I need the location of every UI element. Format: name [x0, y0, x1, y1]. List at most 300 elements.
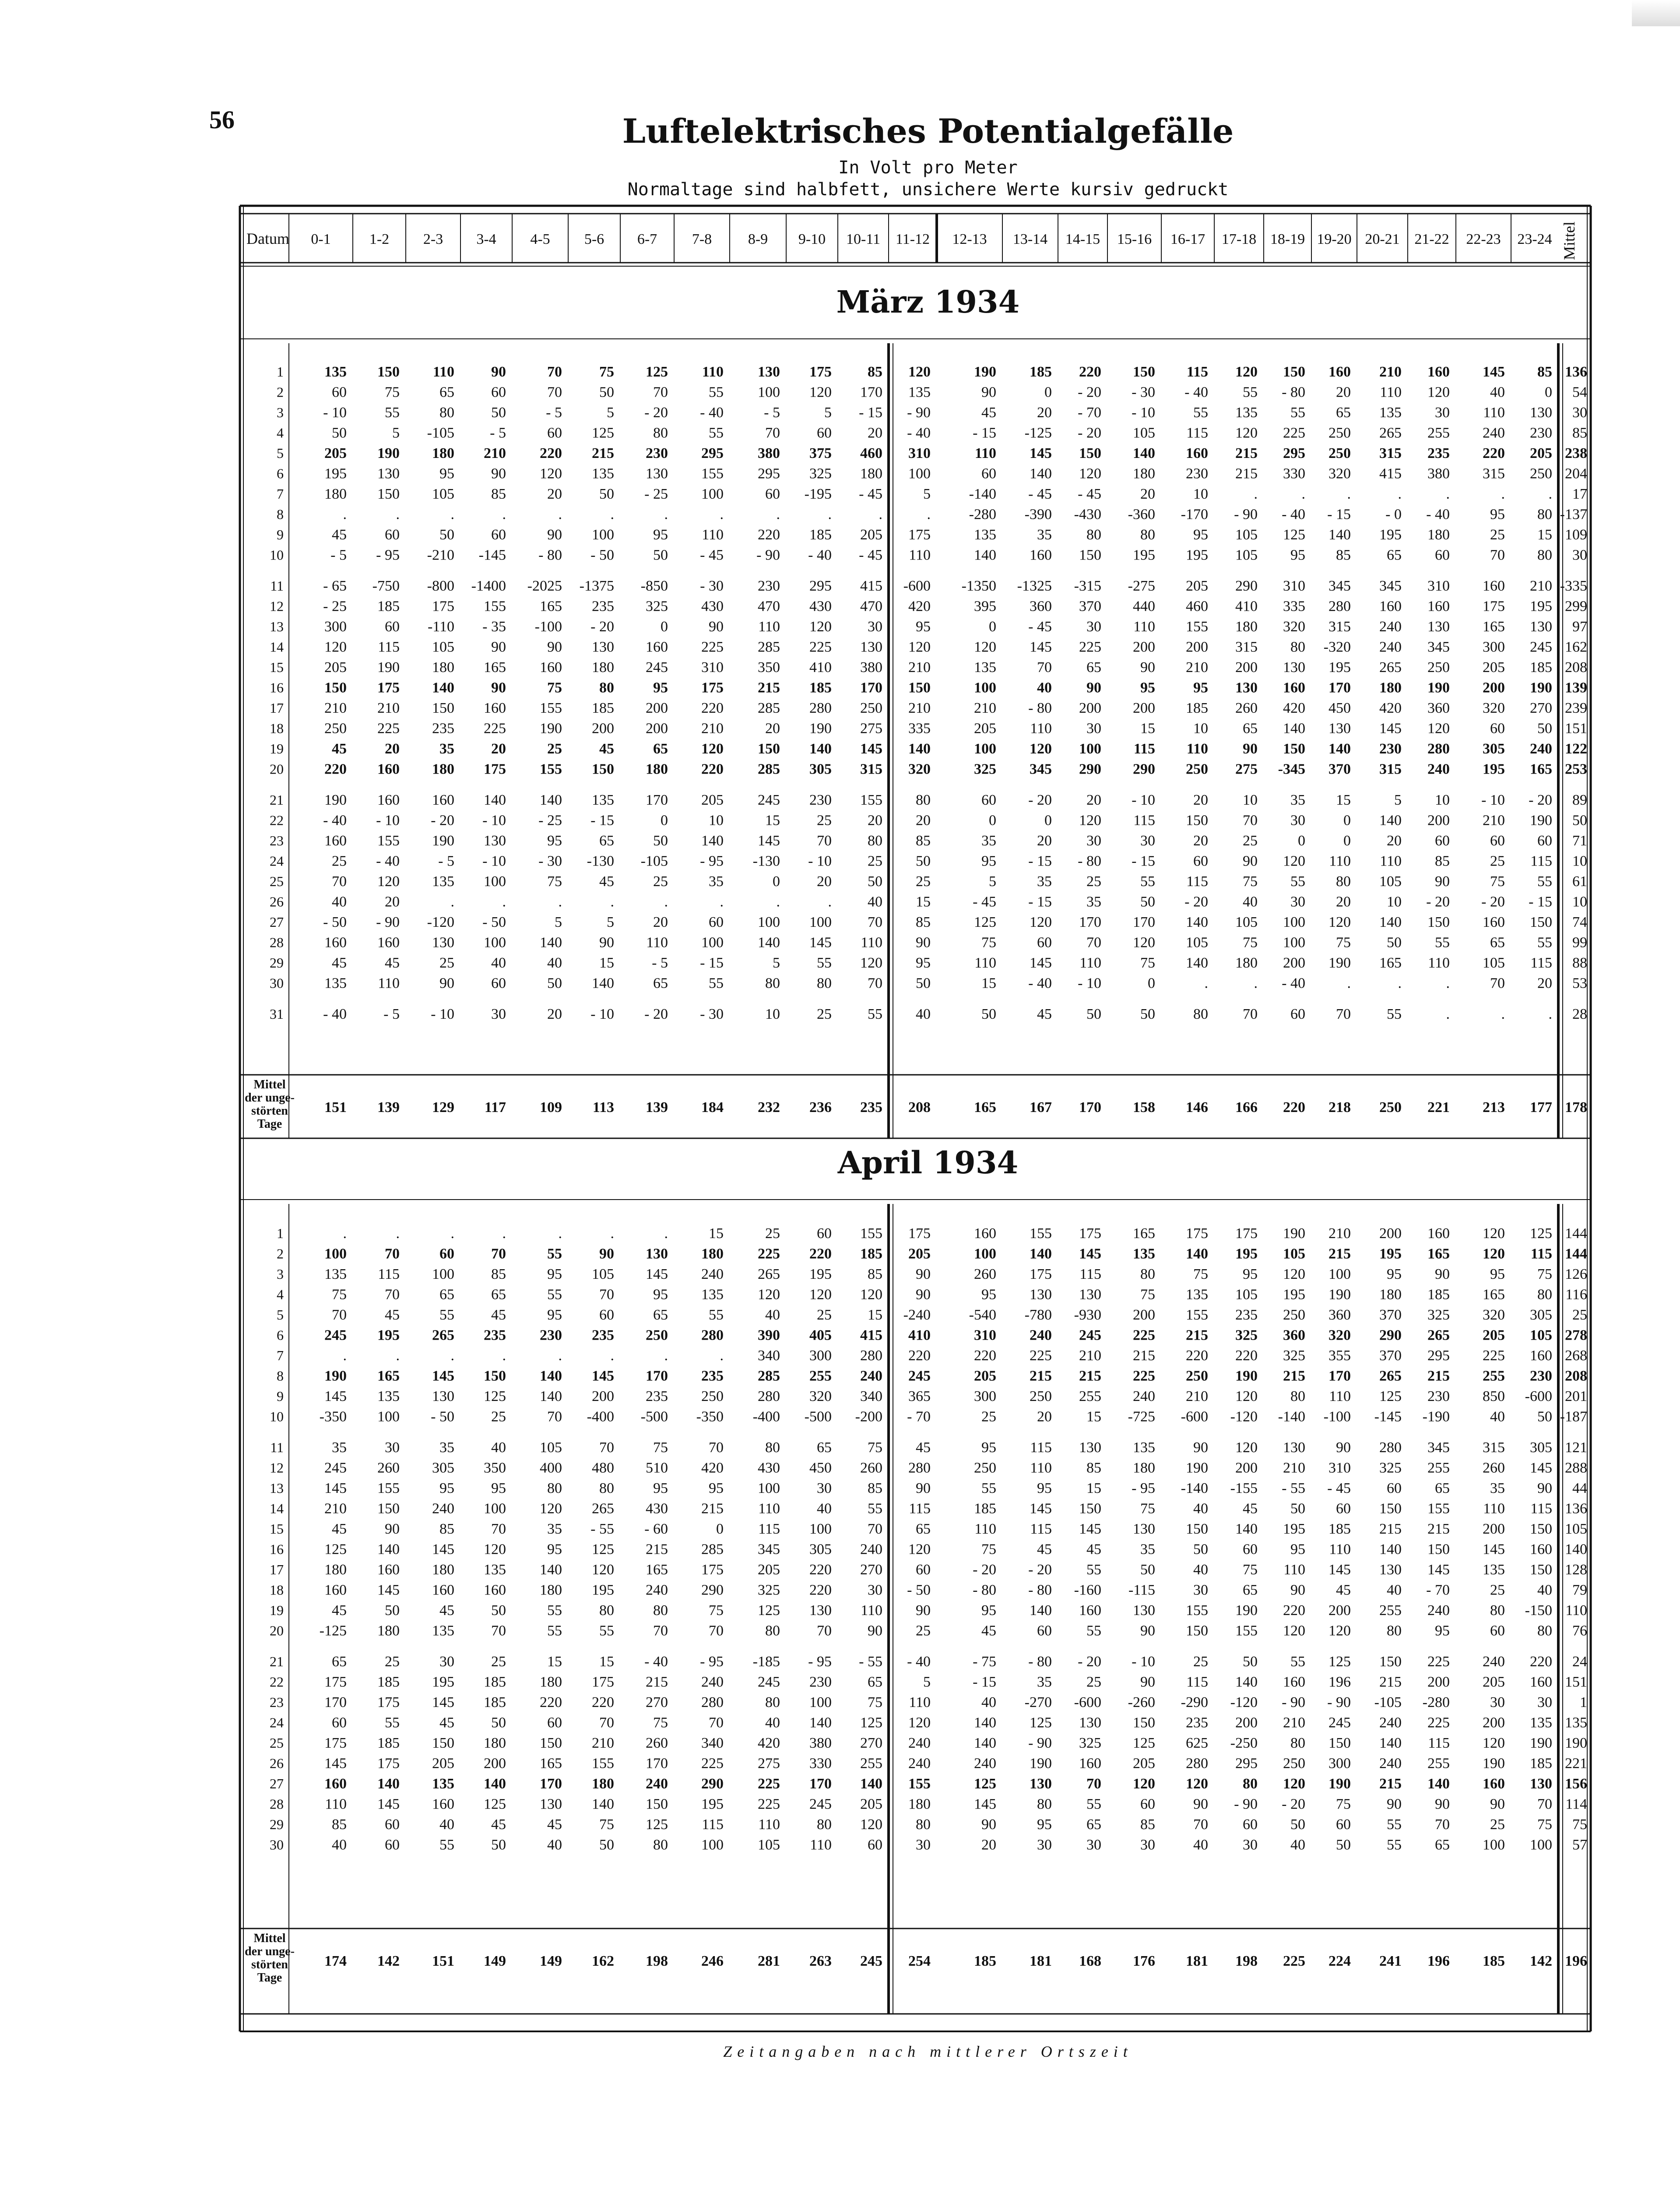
- table-cell: 55: [1290, 1654, 1305, 1670]
- table-cell: 40: [765, 1307, 780, 1323]
- table-cell: 410: [908, 1327, 931, 1344]
- table-cell: 75: [1336, 934, 1351, 951]
- table-cell: 190: [1329, 1776, 1351, 1792]
- table-cell: 180: [432, 659, 454, 676]
- table-cell: -275: [1128, 578, 1155, 594]
- table-cell: 25: [981, 1408, 996, 1425]
- table-cell: 450: [809, 1460, 832, 1476]
- table-cell: 325: [1427, 1307, 1450, 1323]
- table-cell: 75: [547, 873, 562, 890]
- table-cell: 190: [1235, 1602, 1258, 1619]
- mean-cell: 162: [592, 1953, 614, 1969]
- table-cell: 85: [439, 1521, 454, 1537]
- table-cell: - 20: [431, 812, 454, 829]
- row-date: 29: [270, 1816, 284, 1832]
- table-cell: 480: [592, 1460, 614, 1476]
- table-cell: 125: [592, 425, 614, 441]
- table-cell: 240: [1379, 1755, 1402, 1772]
- table-cell: 20: [1037, 1408, 1052, 1425]
- table-cell: 320: [908, 761, 931, 778]
- header-hour: 9-10: [798, 231, 826, 247]
- table-cell: 95: [916, 955, 931, 971]
- table-cell: 99: [1572, 934, 1587, 951]
- table-cell: 60: [385, 1837, 400, 1853]
- table-cell: - 25: [538, 812, 562, 829]
- table-cell: 100: [592, 527, 614, 543]
- table-cell: 225: [809, 639, 832, 655]
- table-cell: 60: [332, 384, 347, 401]
- table-cell: 225: [1427, 1714, 1450, 1731]
- table-cell: - 40: [1282, 506, 1305, 523]
- row-date: 5: [277, 1307, 284, 1323]
- table-cell: 150: [1329, 1735, 1351, 1751]
- table-cell: 135: [432, 873, 454, 890]
- table-cell: .: [664, 894, 668, 910]
- table-cell: 75: [547, 679, 562, 696]
- table-cell: - 50: [323, 914, 347, 930]
- table-cell: 110: [325, 1796, 347, 1812]
- table-cell: 240: [701, 1266, 724, 1282]
- table-cell: 35: [1290, 792, 1305, 808]
- table-cell: 850: [1483, 1388, 1505, 1404]
- table-cell: 60: [491, 975, 506, 992]
- table-cell: 200: [646, 720, 668, 737]
- table-cell: 185: [809, 679, 832, 696]
- header-hour: 8-9: [748, 231, 768, 247]
- table-cell: 145: [324, 1388, 347, 1404]
- table-cell: 215: [1235, 445, 1258, 461]
- table-cell: 65: [439, 384, 454, 401]
- table-cell: 155: [1186, 1307, 1208, 1323]
- table-cell: 70: [868, 914, 882, 930]
- table-cell: 238: [1565, 445, 1587, 461]
- table-cell: 160: [324, 934, 347, 951]
- table-cell: -930: [1074, 1307, 1101, 1323]
- table-cell: 25: [817, 1307, 832, 1323]
- table-cell: 65: [439, 1286, 454, 1303]
- table-cell: 110: [758, 1500, 780, 1517]
- table-cell: 195: [592, 1582, 614, 1598]
- table-cell: 120: [540, 1500, 562, 1517]
- table-cell: - 75: [973, 1654, 996, 1670]
- table-cell: 145: [758, 833, 780, 849]
- table-cell: 160: [432, 1796, 454, 1812]
- table-cell: 180: [1379, 1286, 1402, 1303]
- table-cell: 55: [1086, 1622, 1101, 1639]
- mean-label: Mittel: [253, 1932, 286, 1945]
- table-cell: 255: [1427, 425, 1450, 441]
- table-cell: 90: [1490, 1796, 1505, 1812]
- table-cell: -145: [1374, 1408, 1402, 1425]
- table-cell: 45: [385, 1307, 400, 1323]
- mean-cell: 254: [908, 1953, 931, 1969]
- table-cell: 345: [1379, 578, 1402, 594]
- table-cell: 155: [860, 1225, 882, 1242]
- table-cell: 25: [653, 873, 668, 890]
- table-cell: 45: [385, 955, 400, 971]
- table-cell: 60: [868, 1837, 882, 1853]
- row-date: 3: [277, 405, 284, 420]
- table-cell: 60: [385, 1816, 400, 1833]
- table-cell: 80: [599, 679, 614, 696]
- table-cell: 0: [989, 812, 996, 829]
- table-cell: 85: [916, 914, 931, 930]
- table-cell: 145: [1030, 955, 1052, 971]
- mean-cell: 220: [1283, 1099, 1305, 1116]
- table-cell: - 40: [907, 425, 931, 441]
- table-cell: 65: [653, 741, 668, 757]
- table-cell: 40: [1193, 1837, 1208, 1853]
- table-cell: .: [1501, 486, 1505, 502]
- table-cell: 95: [916, 619, 931, 635]
- table-cell: 55: [385, 405, 400, 421]
- mean-cell: 213: [1483, 1099, 1505, 1116]
- table-cell: 55: [439, 1307, 454, 1323]
- table-cell: 270: [646, 1694, 668, 1710]
- table-cell: 120: [1030, 914, 1052, 930]
- table-cell: 80: [765, 975, 780, 992]
- table-cell: 290: [701, 1776, 724, 1792]
- table-cell: 55: [1243, 384, 1258, 401]
- row-date: 18: [270, 1582, 284, 1598]
- table-cell: 75: [1243, 873, 1258, 890]
- table-cell: 60: [1037, 1622, 1052, 1639]
- table-cell: 320: [1483, 700, 1505, 716]
- table-cell: 25: [1490, 527, 1505, 543]
- table-cell: 25: [916, 873, 931, 890]
- table-cell: 110: [758, 619, 780, 635]
- table-cell: - 80: [1028, 1582, 1052, 1598]
- table-cell: 180: [432, 1562, 454, 1578]
- table-cell: 155: [908, 1776, 931, 1792]
- table-cell: 120: [1483, 1246, 1505, 1262]
- table-cell: 140: [377, 1541, 400, 1558]
- table-cell: 53: [1572, 975, 1587, 992]
- table-cell: 140: [1379, 914, 1402, 930]
- table-cell: 55: [868, 1006, 882, 1022]
- mean-cell: 225: [1283, 1953, 1305, 1969]
- table-cell: - 5: [490, 425, 506, 441]
- table-cell: 235: [1186, 1714, 1208, 1731]
- table-cell: - 90: [376, 914, 400, 930]
- table-cell: 220: [1283, 1602, 1305, 1619]
- table-cell: 250: [646, 1327, 668, 1344]
- table-cell: 120: [484, 1541, 506, 1558]
- table-cell: 165: [540, 598, 562, 615]
- table-cell: 265: [1379, 425, 1402, 441]
- table-cell: 130: [432, 1388, 454, 1404]
- table-cell: 70: [1243, 1006, 1258, 1022]
- table-cell: -105: [1374, 1694, 1402, 1710]
- table-cell: 25: [1086, 873, 1101, 890]
- table-cell: 0: [1044, 384, 1052, 401]
- table-cell: 105: [1565, 1521, 1587, 1537]
- table-cell: -1375: [579, 578, 614, 594]
- table-cell: 110: [974, 955, 996, 971]
- table-cell: 40: [547, 1837, 562, 1853]
- table-cell: 25: [1572, 1307, 1587, 1323]
- table-cell: 50: [385, 1602, 400, 1619]
- table-cell: - 10: [1132, 792, 1155, 808]
- table-cell: 60: [1490, 1622, 1505, 1639]
- table-cell: 100: [1283, 914, 1305, 930]
- page-footer: Zeitangaben nach mittlerer Ortszeit: [723, 2043, 1133, 2060]
- table-cell: - 40: [323, 1006, 347, 1022]
- table-cell: 225: [1133, 1327, 1155, 1344]
- table-cell: 65: [868, 1674, 882, 1690]
- table-cell: 70: [599, 1714, 614, 1731]
- row-date: 23: [270, 833, 284, 848]
- table-cell: 165: [1379, 955, 1402, 971]
- table-cell: 240: [1379, 639, 1402, 655]
- table-cell: 310: [701, 659, 724, 676]
- table-cell: 60: [1290, 1006, 1305, 1022]
- row-date: 11: [270, 578, 284, 594]
- table-cell: 88: [1572, 955, 1587, 971]
- table-cell: 195: [1235, 1246, 1258, 1262]
- table-cell: 340: [758, 1348, 780, 1364]
- table-cell: 220: [908, 1348, 931, 1364]
- table-cell: 150: [1133, 1714, 1155, 1731]
- table-cell: 400: [540, 1460, 562, 1476]
- table-cell: 240: [908, 1735, 931, 1751]
- table-cell: 150: [908, 679, 931, 696]
- table-cell: .: [1548, 1006, 1552, 1022]
- table-cell: 40: [1490, 1408, 1505, 1425]
- table-cell: 25: [868, 853, 882, 869]
- table-cell: 120: [1329, 1622, 1351, 1639]
- table-cell: 95: [709, 1480, 724, 1496]
- table-cell: 60: [1336, 1500, 1351, 1517]
- table-cell: 160: [484, 1582, 506, 1598]
- table-cell: 50: [1290, 1500, 1305, 1517]
- table-cell: 80: [1537, 547, 1552, 563]
- table-cell: 245: [1530, 639, 1552, 655]
- table-cell: 60: [817, 425, 832, 441]
- table-cell: 120: [1283, 1266, 1305, 1282]
- table-cell: 208: [1565, 1368, 1587, 1384]
- table-cell: 320: [1483, 1307, 1505, 1323]
- table-cell: 110: [702, 364, 724, 380]
- table-cell: 160: [540, 659, 562, 676]
- table-cell: 120: [1235, 1388, 1258, 1404]
- table-cell: 130: [809, 1602, 832, 1619]
- table-cell: 0: [661, 619, 668, 635]
- table-cell: 130: [1530, 619, 1552, 635]
- mean-cell: 245: [860, 1953, 882, 1969]
- table-cell: 115: [1186, 1674, 1208, 1690]
- table-cell: 30: [1572, 547, 1587, 563]
- table-cell: 65: [599, 833, 614, 849]
- table-cell: 320: [809, 1388, 832, 1404]
- table-cell: - 10: [323, 405, 347, 421]
- table-cell: 365: [908, 1388, 931, 1404]
- table-cell: 160: [1283, 1674, 1305, 1690]
- table-cell: .: [450, 506, 454, 523]
- table-cell: 245: [646, 659, 668, 676]
- table-cell: 150: [1283, 741, 1305, 757]
- table-cell: 140: [1186, 914, 1208, 930]
- table-cell: 80: [765, 1622, 780, 1639]
- table-cell: 180: [324, 1562, 347, 1578]
- table-cell: 165: [1483, 1286, 1505, 1303]
- table-cell: 200: [1483, 679, 1505, 696]
- table-cell: 255: [1427, 1460, 1450, 1476]
- table-cell: 145: [1030, 1500, 1052, 1517]
- table-cell: 110: [1329, 853, 1351, 869]
- table-cell: 155: [1427, 1500, 1450, 1517]
- table-cell: 30: [1290, 894, 1305, 910]
- table-cell: 90: [547, 639, 562, 655]
- table-cell: - 15: [859, 405, 882, 421]
- table-cell: 135: [432, 1776, 454, 1792]
- table-cell: 95: [1490, 1266, 1505, 1282]
- table-cell: 210: [1186, 659, 1208, 676]
- table-cell: -130: [587, 853, 614, 869]
- table-cell: 175: [1483, 598, 1505, 615]
- table-cell: 140: [1186, 955, 1208, 971]
- table-cell: 130: [377, 465, 400, 482]
- table-cell: 120: [860, 1286, 882, 1303]
- table-cell: 220: [701, 761, 724, 778]
- row-date: 13: [270, 619, 284, 634]
- table-cell: 70: [1243, 812, 1258, 829]
- table-cell: 130: [646, 1246, 668, 1262]
- table-cell: 85: [1140, 1816, 1155, 1833]
- table-cell: 120: [1235, 425, 1258, 441]
- table-cell: 50: [599, 486, 614, 502]
- table-cell: 85: [1537, 364, 1552, 380]
- table-cell: 145: [974, 1796, 996, 1812]
- table-cell: -750: [372, 578, 400, 594]
- table-cell: 240: [646, 1776, 668, 1792]
- table-cell: 265: [592, 1500, 614, 1517]
- table-cell: 240: [701, 1674, 724, 1690]
- table-cell: 50: [1140, 1562, 1155, 1578]
- table-cell: 35: [332, 1439, 347, 1456]
- table-cell: 120: [908, 364, 931, 380]
- table-cell: 260: [860, 1460, 882, 1476]
- table-cell: 10: [1193, 486, 1208, 502]
- table-cell: 215: [646, 1541, 668, 1558]
- table-cell: 315: [1483, 465, 1505, 482]
- table-cell: 45: [1243, 1500, 1258, 1517]
- table-cell: 17: [1572, 486, 1587, 502]
- table-cell: 151: [1565, 1674, 1587, 1690]
- table-cell: 140: [1186, 1246, 1208, 1262]
- table-cell: 375: [809, 445, 832, 461]
- table-cell: - 20: [1184, 894, 1208, 910]
- table-cell: .: [1254, 486, 1258, 502]
- table-cell: .: [450, 894, 454, 910]
- table-cell: 160: [1030, 547, 1052, 563]
- table-cell: - 5: [330, 547, 347, 563]
- table-cell: .: [776, 894, 780, 910]
- table-cell: 90: [385, 1521, 400, 1537]
- table-cell: 121: [1565, 1439, 1587, 1456]
- table-cell: 130: [1079, 1286, 1101, 1303]
- table-cell: 155: [592, 1755, 614, 1772]
- table-cell: 315: [860, 761, 882, 778]
- table-cell: 70: [332, 1307, 347, 1323]
- table-cell: 75: [1336, 1796, 1351, 1812]
- row-date: 4: [277, 425, 284, 441]
- table-cell: - 90: [1234, 1796, 1258, 1812]
- table-cell: 253: [1565, 761, 1587, 778]
- table-cell: 25: [1490, 1816, 1505, 1833]
- table-cell: 140: [1565, 1541, 1587, 1558]
- table-cell: 70: [817, 1622, 832, 1639]
- table-cell: 170: [860, 384, 882, 401]
- table-cell: 80: [1290, 639, 1305, 655]
- table-cell: 45: [547, 1816, 562, 1833]
- table-cell: - 90: [1327, 1694, 1351, 1710]
- table-cell: 95: [981, 1286, 996, 1303]
- table-cell: 170: [1079, 914, 1101, 930]
- table-cell: 115: [909, 1500, 931, 1517]
- table-cell: 75: [868, 1439, 882, 1456]
- header-hour: 10-11: [846, 231, 881, 247]
- table-cell: 105: [1235, 547, 1258, 563]
- table-cell: 155: [860, 792, 882, 808]
- table-cell: 300: [1329, 1755, 1351, 1772]
- table-cell: - 5: [764, 405, 780, 421]
- table-cell: 90: [981, 1816, 996, 1833]
- table-cell: 100: [974, 1246, 996, 1262]
- table-cell: - 15: [1028, 894, 1052, 910]
- table-cell: 220: [1186, 1348, 1208, 1364]
- mean-cell: 139: [377, 1099, 400, 1116]
- table-cell: 90: [1243, 853, 1258, 869]
- mean-cell: 168: [1079, 1953, 1101, 1969]
- table-cell: 195: [377, 1327, 400, 1344]
- table-cell: 30: [1490, 1694, 1505, 1710]
- table-cell: 250: [1186, 761, 1208, 778]
- row-date: 4: [277, 1286, 284, 1302]
- table-cell: 125: [1329, 1654, 1351, 1670]
- table-cell: 50: [1140, 894, 1155, 910]
- table-cell: .: [396, 1225, 400, 1242]
- mean-cell: 151: [432, 1953, 454, 1969]
- table-cell: 200: [1133, 639, 1155, 655]
- table-cell: 130: [1427, 619, 1450, 635]
- table-cell: 225: [1030, 1348, 1052, 1364]
- row-date: 10: [270, 547, 284, 563]
- table-cell: 90: [916, 1480, 931, 1496]
- table-cell: 105: [432, 486, 454, 502]
- table-cell: 305: [432, 1460, 454, 1476]
- table-cell: 95: [547, 1541, 562, 1558]
- table-cell: 20: [491, 741, 506, 757]
- table-cell: .: [558, 894, 562, 910]
- table-cell: .: [1398, 975, 1402, 992]
- row-date: 6: [277, 1327, 284, 1343]
- table-cell: -250: [1230, 1735, 1258, 1751]
- table-cell: 55: [1537, 934, 1552, 951]
- table-cell: 74: [1572, 914, 1587, 930]
- table-cell: 250: [974, 1460, 996, 1476]
- table-cell: 335: [908, 720, 931, 737]
- table-cell: 45: [981, 1622, 996, 1639]
- table-cell: -210: [427, 547, 454, 563]
- table-cell: 325: [758, 1582, 780, 1598]
- table-cell: - 95: [1132, 1480, 1155, 1496]
- table-cell: 285: [758, 639, 780, 655]
- table-cell: 470: [860, 598, 882, 615]
- table-cell: 65: [1490, 934, 1505, 951]
- table-cell: - 45: [1327, 1480, 1351, 1496]
- table-cell: 75: [1243, 1562, 1258, 1578]
